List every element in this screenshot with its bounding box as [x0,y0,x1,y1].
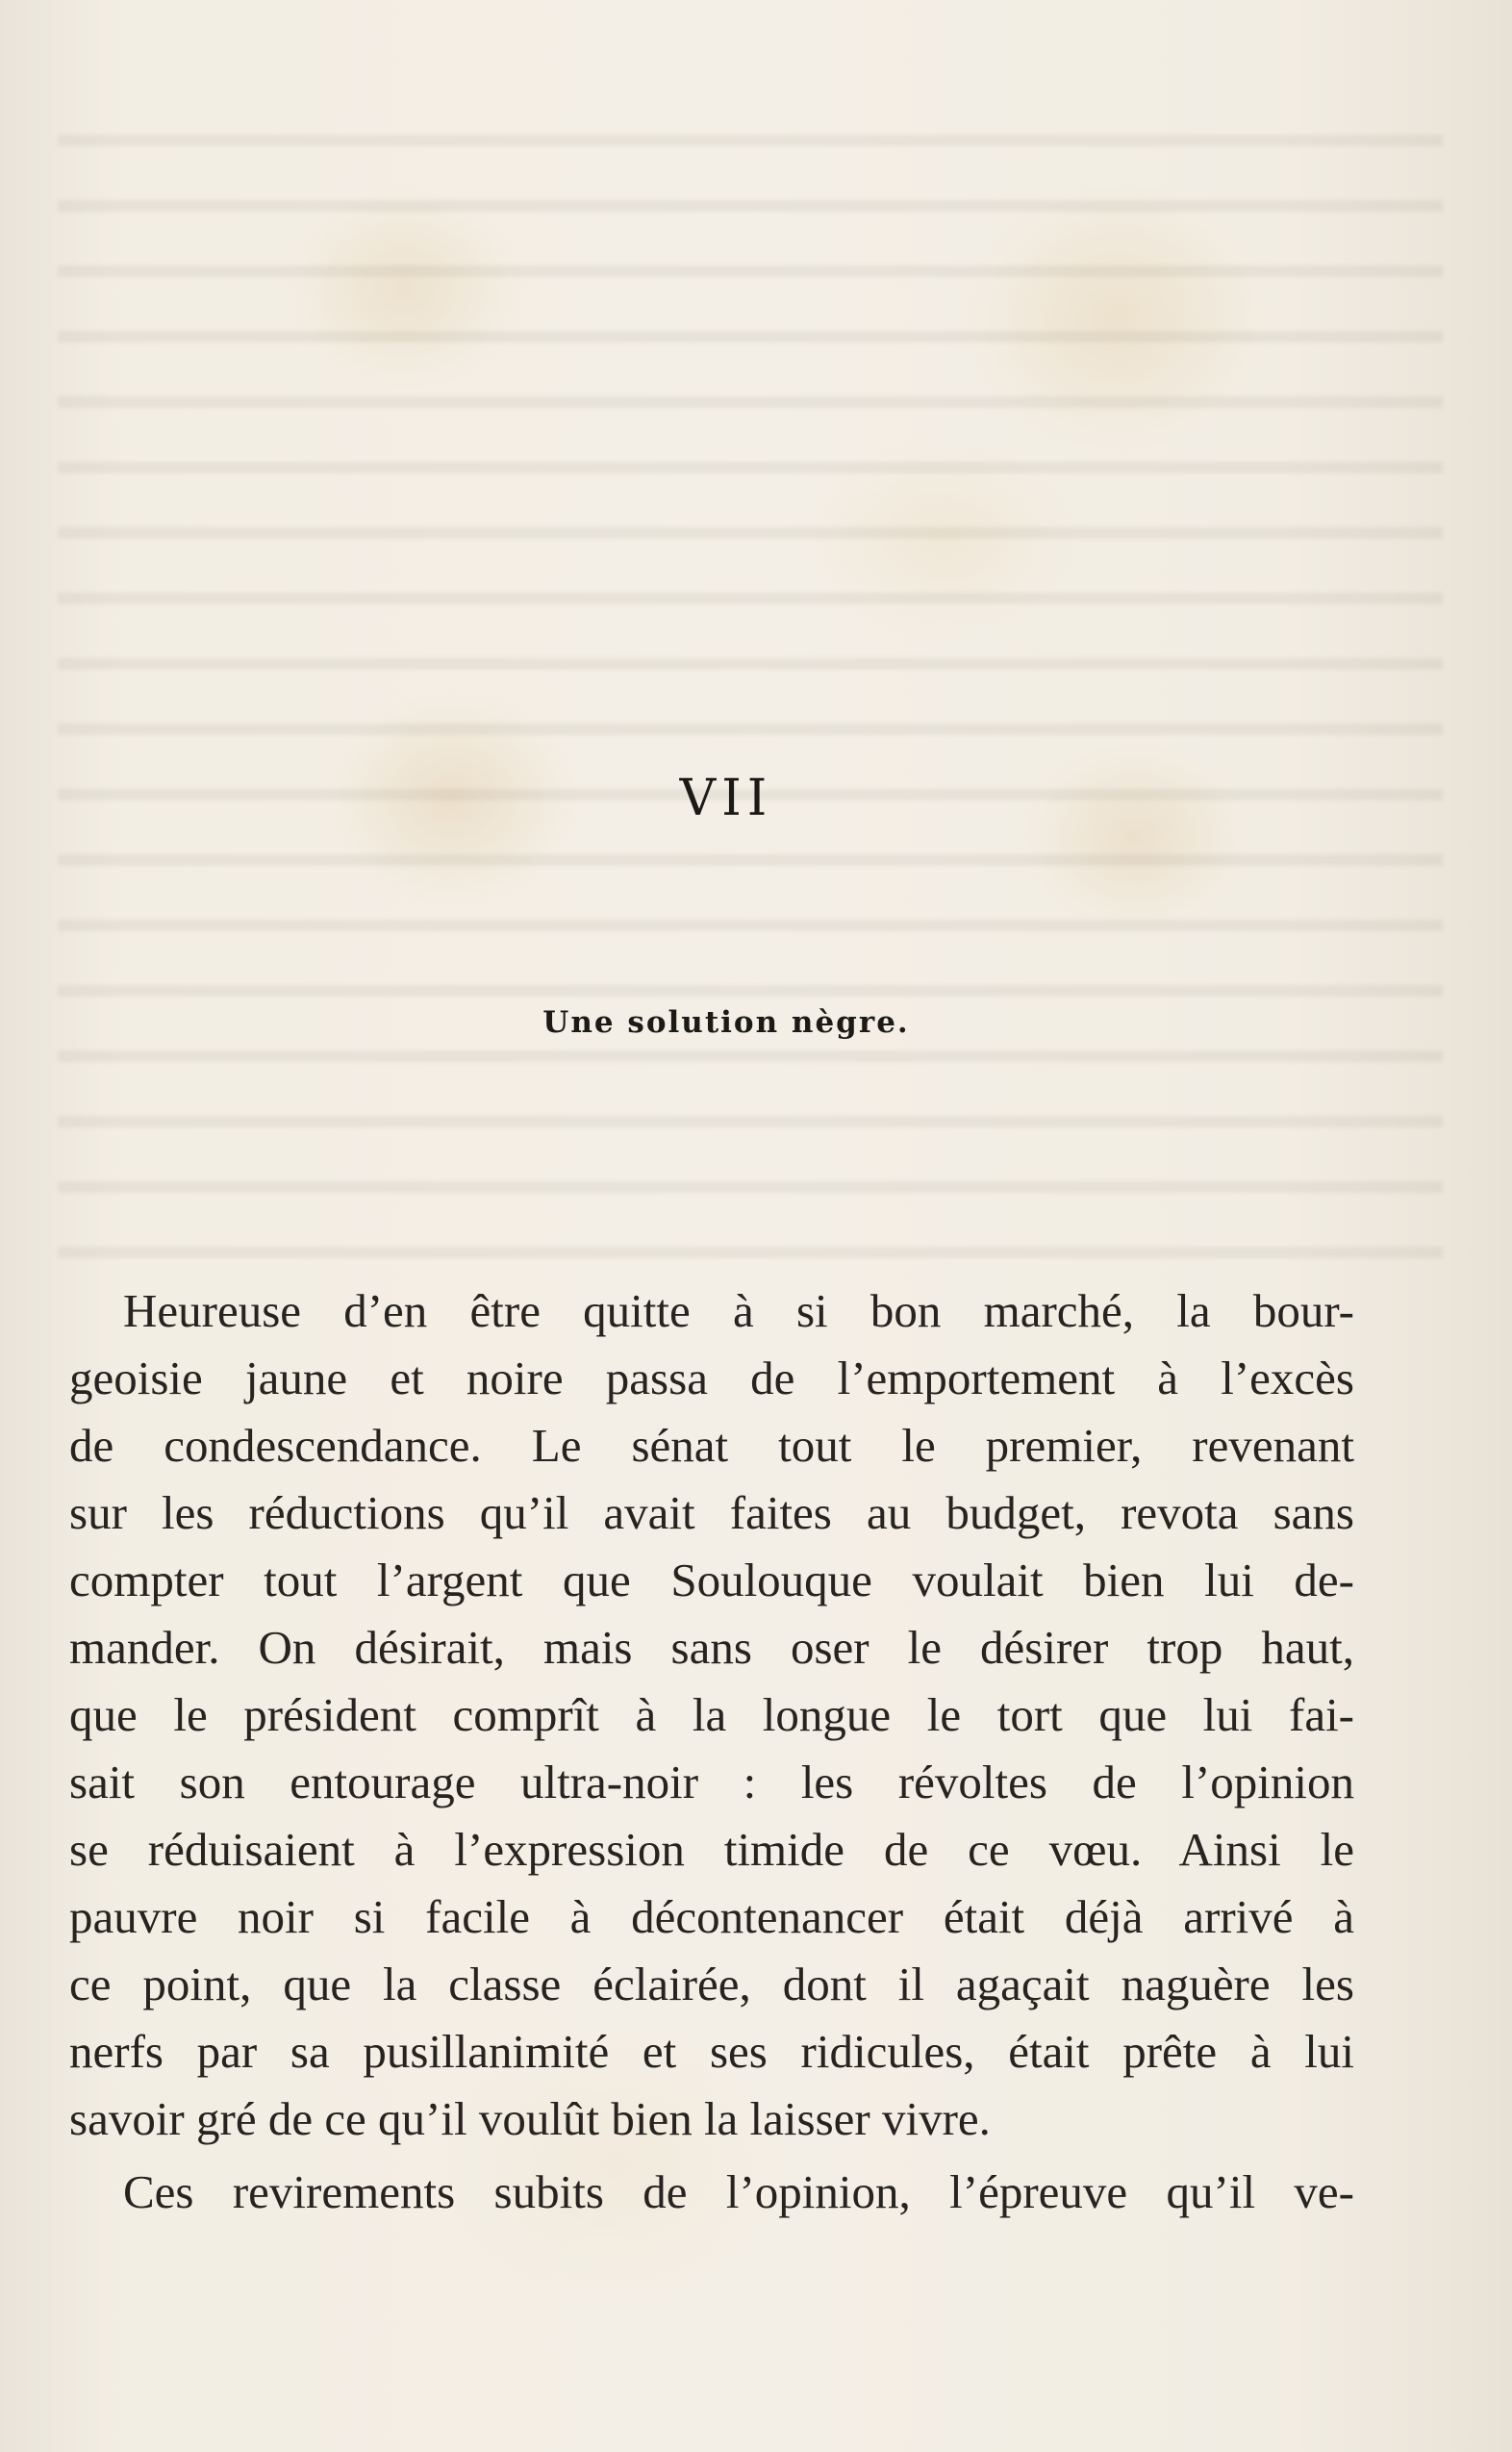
text-line: compter tout l’argent que Soulouque voulait bien lui de- [69,1554,1354,1606]
text-line: Ces revirements subits de l’opinion, l’épreuve qu’il ve- [123,2165,1354,2218]
text-line: que le président comprît à la longue le tort que lui fai- [69,1688,1354,1741]
text-line: savoir gré de ce qu’il voulût bien la laisser vivre. [69,2092,991,2145]
text-line: nerfs par sa pusillanimité et ses ridicules, était prête à lui [69,2025,1354,2078]
chapter-number: VII [679,770,773,827]
text-line: se réduisaient à l’expression timide de ce vœu. Ainsi le [69,1823,1354,1876]
text-line: pauvre noir si facile à décontenancer était déjà arrivé à [69,1890,1354,1943]
text-line: sait son entourage ultra-noir : les révoltes de l’opinion [69,1756,1354,1808]
body-text [69,1277,1354,2226]
text-line: geoisie jaune et noire passa de l’emportement à l’excès [69,1352,1354,1404]
bleed-through-texture [58,87,1443,1289]
chapter-title: Une solution nègre. [542,1005,910,1040]
text-line: Heureuse d’en être quitte à si bon marché, la bour- [123,1284,1354,1337]
text-line: mander. On désirait, mais sans oser le désirer trop haut, [69,1621,1354,1674]
text-line: sur les réductions qu’il avait faites au budget, revota sans [69,1486,1354,1539]
text-line: ce point, que la classe éclairée, dont il agaçait naguère les [69,1958,1354,2010]
text-line: de condescendance. Le sénat tout le premier, revenant [69,1419,1354,1472]
